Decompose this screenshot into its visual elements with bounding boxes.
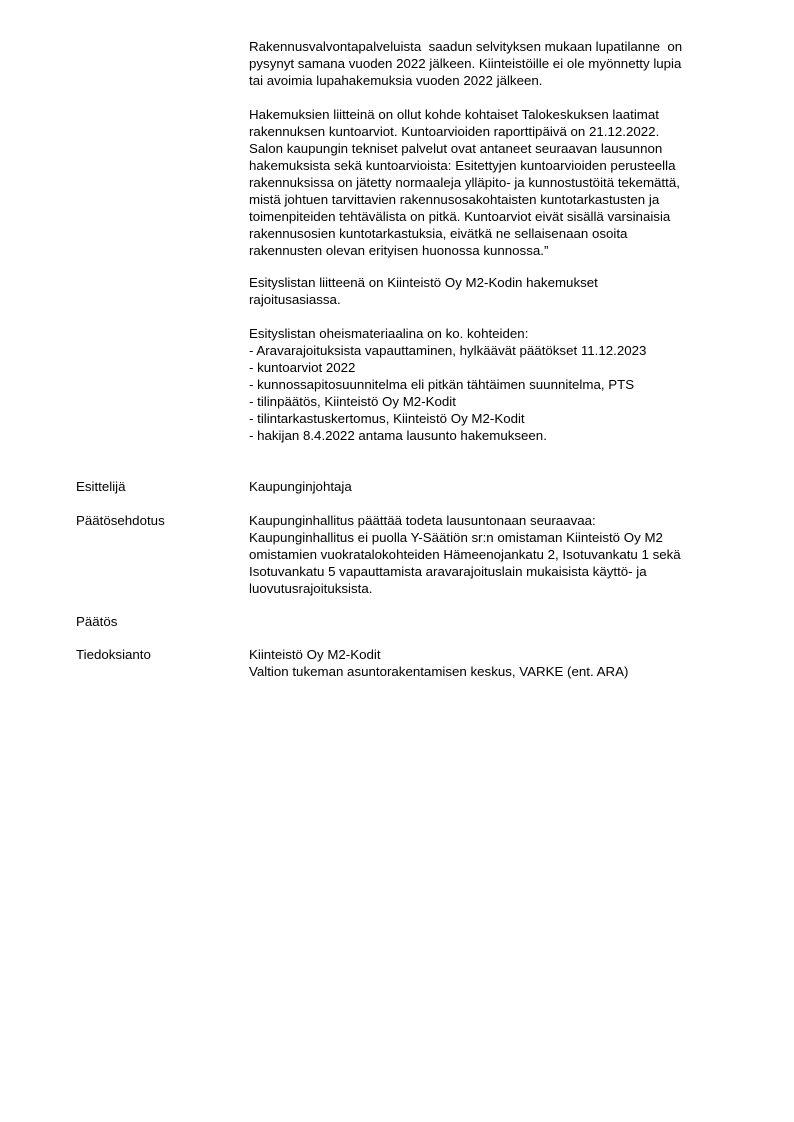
text-line: Kaupunginjohtaja <box>249 479 352 494</box>
text-line: luovutusrajoituksista. <box>249 581 373 596</box>
text-line: toimenpiteiden tehtävälista on pitkä. Kuntoarviot eivät sisällä varsinaisia <box>249 209 671 224</box>
text-line: rakennusten olevan erityisen huonossa kunnossa.” <box>249 243 549 258</box>
text-line: Hakemuksien liitteinä on ollut kohde kohtaiset Talokeskuksen laatimat <box>249 107 659 122</box>
list-item: - hakijan 8.4.2022 antama lausunto hakemukseen. <box>249 428 547 443</box>
section-body-esittelija <box>249 478 729 495</box>
list-item: - tilintarkastuskertomus, Kiinteistö Oy M2-Kodit <box>249 411 525 426</box>
list-item: - kuntoarviot 2022 <box>249 360 356 375</box>
text-line: tai avoimia lupahakemuksia vuoden 2022 jälkeen. <box>249 73 543 88</box>
text-line: omistamien vuokratalokohteiden Hämeenojankatu 2, Isotuvankatu 1 sekä <box>249 547 681 562</box>
section-body-tiedoksianto <box>249 646 729 680</box>
text-line: Kaupunginhallitus ei puolla Y-Säätiön sr:n omistaman Kiinteistö Oy M2 <box>249 530 663 545</box>
section-label-tiedoksianto: Tiedoksianto <box>76 647 151 662</box>
paragraph-permits <box>249 38 729 89</box>
text-line: Kaupunginhallitus päättää todeta lausuntonaan seuraavaa: <box>249 513 596 528</box>
list-item: - Aravarajoituksista vapauttaminen, hylkäävät päätökset 11.12.2023 <box>249 343 647 358</box>
text-line: rakennuksissa on jätetty normaaleja ylläpito- ja kunnostustöitä tekemättä, <box>249 175 680 190</box>
section-label-paatos: Päätös <box>76 614 118 629</box>
paragraph-attachment <box>249 274 729 308</box>
text-line: Isotuvankatu 5 vapauttamista aravarajoituslain mukaisista käyttö- ja <box>249 564 647 579</box>
text-line: rakennusosien kuntotarkastuksia, eivätkä ne sellaisenaan osoita <box>249 226 628 241</box>
list-item: - tilinpäätös, Kiinteistö Oy M2-Kodit <box>249 394 456 409</box>
text-line: pysynyt samana vuoden 2022 jälkeen. Kiinteistöille ei ole myönnetty lupia <box>249 56 682 71</box>
text-line: Salon kaupungin tekniset palvelut ovat antaneet seuraavan lausunnon <box>249 141 663 156</box>
text-line: Esityslistan liitteenä on Kiinteistö Oy M2-Kodin hakemukset <box>249 275 598 290</box>
text-line: mistä johtuen tarvittavien rakennusosakohtaisten kuntotarkastusten ja <box>249 192 660 207</box>
section-label-paatosehdotus: Päätösehdotus <box>76 513 165 528</box>
recipient: Kiinteistö Oy M2-Kodit <box>249 647 381 662</box>
section-label-esittelija: Esittelijä <box>76 479 126 494</box>
paragraph-condition-reports <box>249 106 729 259</box>
text-line: Esityslistan oheismateriaalina on ko. kohteiden: <box>249 326 529 341</box>
text-line: hakemuksista sekä kuntoarvioista: Esitettyjen kuntoarvioiden perusteella <box>249 158 676 173</box>
text-line: rakennuksen kuntoarviot. Kuntoarvioiden raporttipäivä on 21.12.2022. <box>249 124 660 139</box>
text-line: rajoitusasiassa. <box>249 292 341 307</box>
text-line: Rakennusvalvontapalveluista saadun selvityksen mukaan lupatilanne on <box>249 39 683 54</box>
list-item: - kunnossapitosuunnitelma eli pitkän tähtäimen suunnitelma, PTS <box>249 377 635 392</box>
recipient: Valtion tukeman asuntorakentamisen keskus, VARKE (ent. ARA) <box>249 664 629 679</box>
section-body-paatosehdotus <box>249 512 729 597</box>
paragraph-supporting-material <box>249 325 729 444</box>
